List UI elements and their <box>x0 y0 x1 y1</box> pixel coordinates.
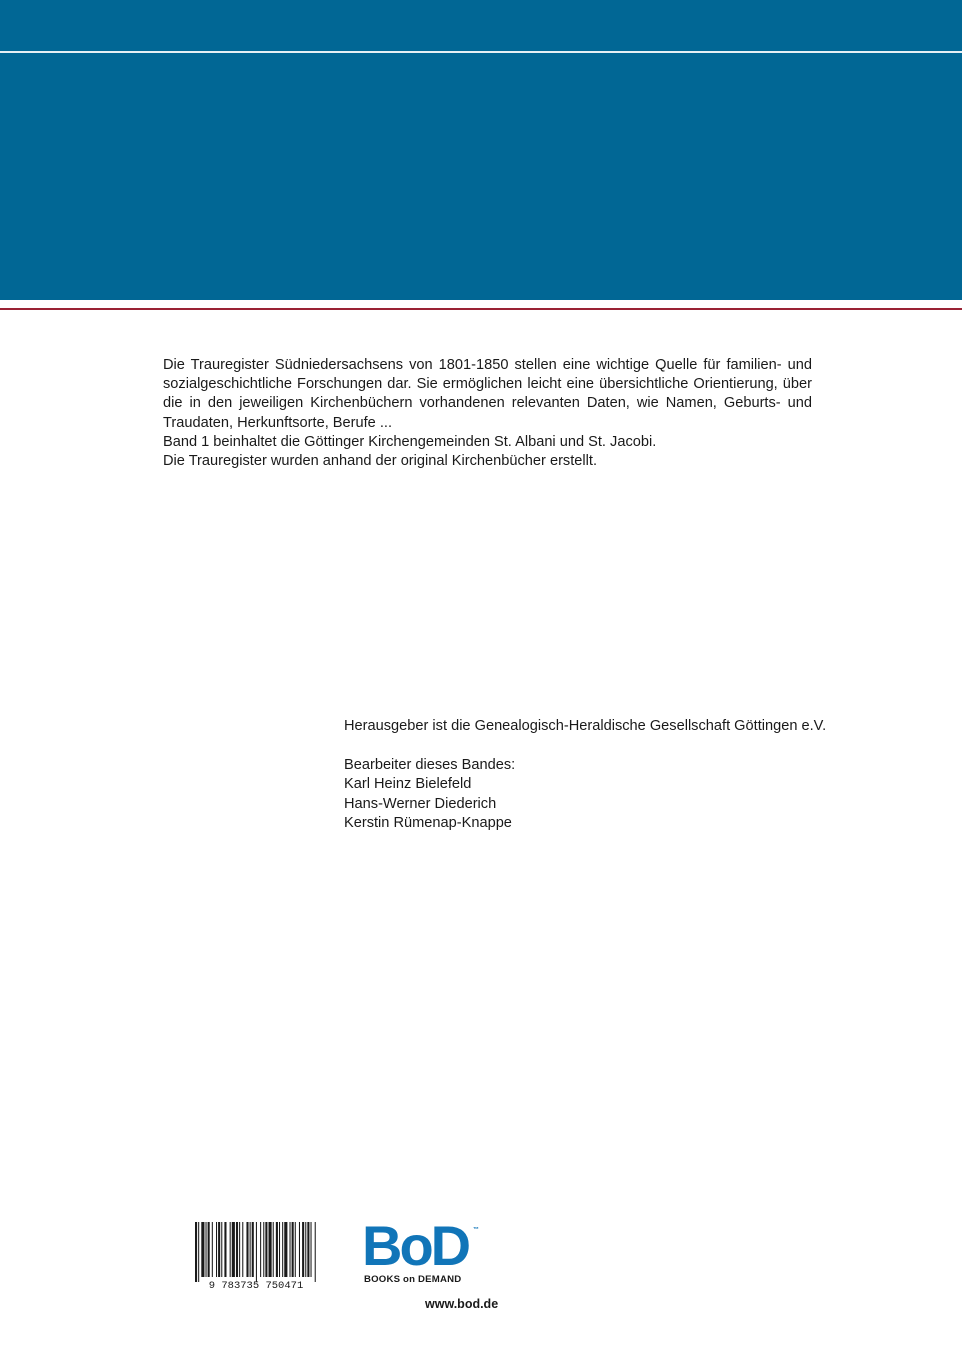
barcode-bar <box>290 1222 291 1277</box>
barcode-bar <box>269 1222 272 1277</box>
barcode-bar <box>305 1222 306 1277</box>
barcode-bar <box>224 1222 226 1277</box>
bod-logo <box>362 1214 484 1288</box>
barcode-bar <box>246 1222 248 1277</box>
blurb-paragraph: Die Trauregister Südniedersachsens von 1801-1850 stellen eine wichtige Quelle für familien- und sozialgeschichtliche Forschungen dar. Sie ermöglichen leicht eine übersichtliche Orientierung, über die in den jeweiligen Kirchenbüchern vorhandenen relevanten Daten, wie Namen, Geburts- und Traudaten, Herkunftsorte, Berufe ... <box>163 357 812 431</box>
barcode-bar <box>302 1222 304 1277</box>
barcode-bar <box>307 1222 309 1277</box>
barcode-bar <box>315 1222 316 1282</box>
barcode-bar <box>232 1222 235 1277</box>
barcode-bar <box>279 1222 280 1277</box>
barcode-bar <box>195 1222 197 1282</box>
barcode-bar <box>250 1222 251 1277</box>
bod-wordmark: BoD <box>362 1214 469 1277</box>
band-divider-line <box>0 51 962 53</box>
editor-name: Karl Heinz Bielefeld <box>344 776 472 793</box>
barcode-bar <box>212 1222 213 1277</box>
cover-color-band <box>0 0 962 300</box>
barcode-bar <box>273 1222 274 1277</box>
barcode-bar <box>198 1222 199 1282</box>
barcode-bar <box>263 1222 264 1277</box>
barcode-bar <box>292 1222 294 1277</box>
editors-heading: Bearbeiter dieses Bandes: <box>344 756 516 773</box>
barcode-bar <box>201 1222 204 1277</box>
credits-spacer <box>344 736 864 755</box>
barcode-bar <box>311 1222 312 1277</box>
barcode-bar <box>242 1222 243 1277</box>
isbn-barcode <box>183 1222 329 1292</box>
editor-name: Kerstin Rümenap-Knappe <box>344 815 512 832</box>
barcode-icon <box>183 1222 329 1292</box>
barcode-bar <box>252 1222 254 1277</box>
barcode-bar <box>282 1222 283 1277</box>
editor-name: Hans-Werner Diederich <box>344 795 497 812</box>
barcode-bar <box>239 1222 240 1277</box>
barcode-bar <box>218 1222 220 1277</box>
barcode-bar <box>221 1222 222 1277</box>
barcode-bar <box>260 1222 261 1277</box>
isbn-digits: 9 783735 750471 <box>208 1280 304 1292</box>
barcode-bar <box>206 1222 207 1277</box>
bod-tagline: BOOKS on DEMAND <box>364 1274 462 1285</box>
accent-rule <box>0 308 962 310</box>
barcode-bar <box>216 1222 217 1277</box>
barcode-bar <box>256 1222 257 1282</box>
credits-block <box>344 717 864 833</box>
barcode-bar <box>295 1222 296 1277</box>
barcode-bar <box>208 1222 210 1277</box>
blurb-source-info: Die Trauregister wurden anhand der original Kirchenbücher erstellt. <box>163 453 597 470</box>
barcode-bar <box>299 1222 300 1277</box>
publisher-line: Herausgeber ist die Genealogisch-Heraldische Gesellschaft Göttingen e.V. <box>344 718 827 734</box>
barcode-bar <box>276 1222 278 1277</box>
publisher-website: www.bod.de <box>425 1297 499 1311</box>
barcode-bar <box>284 1222 287 1277</box>
barcode-bar <box>265 1222 267 1277</box>
back-cover-blurb <box>163 356 812 471</box>
barcode-bar <box>230 1222 231 1277</box>
blurb-volume-info: Band 1 beinhaltet die Göttinger Kirchengemeinden St. Albani und St. Jacobi. <box>163 433 657 450</box>
barcode-bar <box>236 1222 238 1277</box>
trademark-symbol: ™ <box>473 1227 479 1233</box>
